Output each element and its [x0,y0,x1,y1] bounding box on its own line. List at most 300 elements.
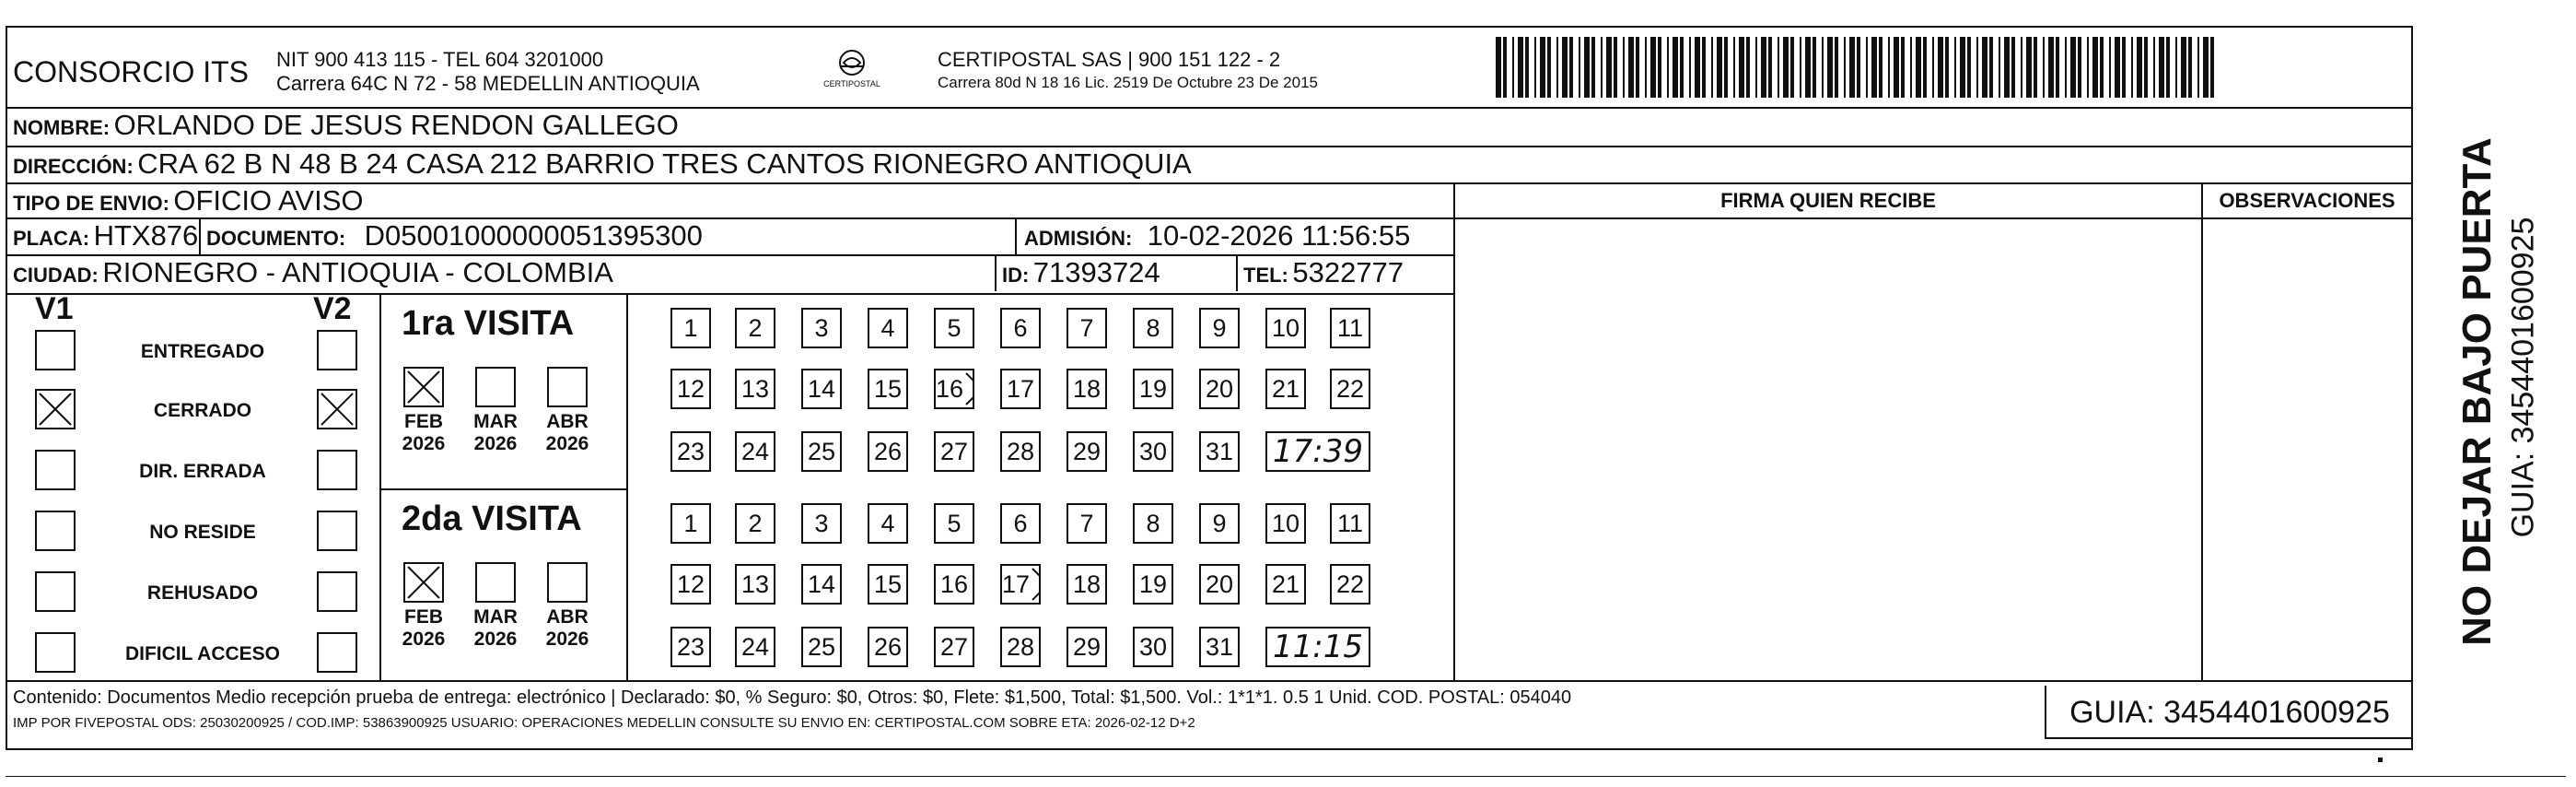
barcode-bar [2048,37,2054,98]
barcode-bar [1556,37,1558,98]
day-number: 9 [1212,313,1227,342]
barcode-bar [1938,37,1943,98]
v1-checkbox[interactable] [35,632,76,673]
barcode-bar [1844,37,1846,98]
day-number: 8 [1146,313,1160,342]
month-name: ABR [546,411,589,432]
barcode-bar [1689,37,1691,98]
footer-rule [6,680,2413,682]
barcode-bar [2181,37,2186,98]
day-box[interactable] [1067,503,1107,544]
company-name: CONSORCIO ITS [13,55,250,88]
barcode-bar [1711,37,1713,98]
day-number: 4 [880,509,895,537]
month-year: 2026 [545,433,589,454]
time-box[interactable] [1265,431,1370,472]
rule [199,219,201,254]
day-box[interactable] [1133,369,1173,409]
day-box[interactable] [868,308,908,348]
barcode-bar [1658,37,1661,98]
v1-checkbox[interactable] [35,511,76,551]
month-checkbox[interactable] [475,367,516,407]
day-box[interactable] [934,627,974,667]
day-number: 19 [1138,570,1168,598]
barcode-bar [2203,37,2209,98]
day-box[interactable] [1265,369,1306,409]
barcode-bar [1562,37,1568,98]
barcode-bar [1534,37,1536,98]
barcode-bar [1547,37,1551,98]
barcode-bar [1579,37,1580,98]
day-number: 1 [683,313,698,342]
day-number: 26 [873,437,903,465]
day-box[interactable] [1265,564,1306,605]
barcode-bar [1680,37,1684,98]
barcode-bar [2188,37,2192,98]
day-box[interactable] [801,503,842,544]
direccion-row [13,147,1192,181]
barcode-bar [1857,37,1860,98]
month-year: 2026 [473,433,518,454]
day-box[interactable] [670,308,711,348]
v2-checkbox[interactable] [317,389,357,429]
handwritten-time: 17:39 [1273,433,1363,470]
barcode-bar [1702,37,1706,98]
barcode-bar [1923,37,1927,98]
company-address: Carrera 64C N 72 - 58 MEDELLIN ANTIOQUIA [276,72,700,95]
x-mark-icon [319,391,356,428]
barcode-bar [2197,37,2199,98]
barcode-bar [1584,37,1590,98]
x-mark-icon [1030,566,1039,603]
barcode-bar [1960,37,1965,98]
barcode-bar [1569,37,1573,98]
v2-checkbox[interactable] [317,511,357,551]
barcode-bar [1724,37,1728,98]
tipo-label: TIPO DE ENVIO: [13,192,169,215]
id-label: ID: [1002,264,1030,287]
day-box[interactable] [868,503,908,544]
bottom-rule [6,776,2566,777]
x-mark-icon [405,369,442,405]
month-name: MAR [473,606,518,628]
day-number: 24 [740,437,770,465]
day-box[interactable] [801,431,842,472]
barcode-bar [1518,37,1523,98]
day-box[interactable] [1199,503,1240,544]
month-label [538,606,597,651]
day-box[interactable] [670,503,711,544]
barcode-bar [2166,37,2170,98]
day-box[interactable] [801,564,842,605]
barcode-bar [2131,37,2133,98]
day-number: 8 [1146,509,1160,537]
day-box[interactable] [1199,431,1240,472]
day-box[interactable] [1330,503,1370,544]
month-name: MAR [473,411,518,432]
day-number: 20 [1205,374,1234,403]
side-guia: GUIA: 3454401600925 [2505,217,2541,538]
day-box[interactable] [1330,564,1370,605]
day-number: 7 [1079,509,1094,537]
barcode-bar [1945,37,1949,98]
day-box[interactable] [1067,369,1107,409]
day-box[interactable] [1067,627,1107,667]
day-number: 12 [676,570,705,598]
month-year: 2026 [473,628,518,650]
day-number: 13 [740,374,770,403]
barcode-bar [1496,37,1501,98]
barcode-bar [2092,37,2098,98]
day-box[interactable] [868,564,908,605]
barcode-bar [1813,37,1816,98]
barcode-bar [2175,37,2177,98]
dot-mark [2378,758,2383,762]
day-box[interactable] [1067,431,1107,472]
barcode-bar [2210,37,2214,98]
day-number: 12 [676,374,705,403]
observaciones-column-left [2201,182,2203,680]
day-box[interactable] [670,564,711,605]
barcode-bar [2153,37,2155,98]
barcode-icon [1496,37,2223,101]
tipo-value: OFICIO AVISO [173,184,364,217]
v2-checkbox[interactable] [317,330,357,370]
day-box[interactable] [670,369,711,409]
barcode-bar [1591,37,1595,98]
day-number: 3 [814,313,829,342]
barcode-bar [1866,37,1868,98]
barcode-bar [1695,37,1700,98]
day-number: 13 [740,570,770,598]
v2-checkbox[interactable] [317,632,357,673]
day-number: 19 [1138,374,1168,403]
rule [1236,256,1238,291]
barcode-bar [1650,37,1656,98]
day-box[interactable] [934,564,974,605]
status-label: DIR. ERRADA [139,461,266,482]
month-label [394,606,453,651]
day-number: 5 [947,509,962,537]
ciudad-cell [13,256,613,289]
day-number: 11 [1336,313,1364,342]
barcode-bar [1636,37,1639,98]
day-number: 29 [1072,632,1102,661]
barcode-bar [1822,37,1824,98]
v1-checkbox[interactable] [35,330,76,370]
barcode-bar [2087,37,2089,98]
status-divider [379,293,381,680]
day-number: 2 [748,313,763,342]
documento-cell [206,219,703,253]
visit-title: 1ra VISITA [402,304,575,343]
barcode-bar [1746,37,1750,98]
day-box[interactable] [735,308,775,348]
v2-checkbox[interactable] [317,450,357,490]
barcode-bar [2026,37,2032,98]
barcode-bar [1761,37,1766,98]
nombre-row [13,109,2389,144]
barcode-bar [2122,37,2126,98]
month-name: FEB [404,606,443,628]
day-box[interactable] [670,431,711,472]
month-label [466,606,525,651]
barcode-bar [1888,37,1890,98]
documento-value: D05001000000051395300 [364,219,703,252]
tel-value: 5322777 [1292,256,1405,288]
day-box[interactable] [1067,564,1107,605]
barcode-bar [1503,37,1507,98]
day-box[interactable] [1199,564,1240,605]
nombre-label: NOMBRE: [13,116,111,139]
admision-label: ADMISIÓN: [1024,227,1133,250]
x-mark-icon [963,370,973,407]
day-box[interactable] [1265,308,1306,348]
day-box[interactable] [1000,564,1041,605]
barcode-bar [1805,37,1811,98]
day-number: 14 [807,570,836,598]
barcode-bar [2109,37,2111,98]
barcode-bar [1835,37,1838,98]
barcode-bar [1800,37,1801,98]
barcode-bar [1901,37,1905,98]
barcode-bar [1910,37,1912,98]
day-number: 21 [1271,374,1300,403]
day-number: 20 [1205,570,1234,598]
day-number: 9 [1212,509,1227,537]
barcode-bar [1768,37,1772,98]
day-number: 23 [676,632,705,661]
day-number: 17 [1002,570,1031,598]
v1-checkbox[interactable] [35,389,76,429]
day-box[interactable] [801,369,842,409]
day-box[interactable] [1000,369,1041,409]
day-box[interactable] [1000,308,1041,348]
day-box[interactable] [868,627,908,667]
day-box[interactable] [1199,369,1240,409]
v2-header: V2 [313,291,352,326]
day-number: 27 [939,632,969,661]
ciudad-label: CIUDAD: [13,264,99,287]
day-number: 26 [873,632,903,661]
month-checkbox[interactable] [547,562,588,603]
time-box[interactable] [1265,627,1370,667]
rule [6,293,1455,295]
tel-cell [1243,256,1404,289]
barcode-bar [1783,37,1789,98]
day-box[interactable] [735,564,775,605]
day-number: 31 [1205,437,1234,465]
barcode-bar [1827,37,1833,98]
day-box[interactable] [1133,308,1173,348]
v1-checkbox[interactable] [35,450,76,490]
barcode-bar [1989,37,1993,98]
day-number: 10 [1271,509,1300,537]
day-number: 29 [1072,437,1102,465]
admision-cell [1024,219,1410,253]
barcode-bar [1932,37,1934,98]
day-number: 6 [1013,313,1028,342]
barcode-bar [1982,37,1987,98]
barcode-bar [2043,37,2045,98]
visit-title: 2da VISITA [402,499,582,538]
barcode-bar [1999,37,2000,98]
month-name: ABR [546,606,589,628]
barcode-bar [1790,37,1794,98]
day-box[interactable] [1330,308,1370,348]
barcode-bar [2137,37,2142,98]
documento-label: DOCUMENTO: [206,227,346,250]
barcode-bar [2065,37,2067,98]
barcode-bar [1879,37,1882,98]
barcode-bar [1645,37,1647,98]
observaciones-header: OBSERVACIONES [2219,189,2395,212]
day-number: 21 [1271,570,1300,598]
barcode-bar [2070,37,2076,98]
certipostal-line: CERTIPOSTAL SAS | 900 151 122 - 2 [938,48,1281,71]
day-number: 16 [939,570,969,598]
barcode-bar [1916,37,1921,98]
day-box[interactable] [1133,564,1173,605]
day-box[interactable] [1000,431,1041,472]
day-number: 18 [1072,374,1102,403]
day-box[interactable] [934,503,974,544]
day-number: 4 [880,313,895,342]
month-label [538,411,597,455]
barcode-bar [1871,37,1877,98]
day-number: 10 [1271,313,1300,342]
visit-divider [379,488,626,490]
barcode-bar [2100,37,2104,98]
placa-label: PLACA: [13,227,90,250]
day-box[interactable] [801,308,842,348]
month-checkbox[interactable] [403,367,444,407]
tipo-row [13,184,364,217]
day-box[interactable] [934,369,974,409]
day-number: 1 [683,509,698,537]
barcode-bar [1525,37,1529,98]
day-box[interactable] [1133,503,1173,544]
x-mark-icon [37,391,74,428]
day-box[interactable] [934,431,974,472]
day-box[interactable] [670,627,711,667]
day-number: 7 [1079,313,1094,342]
barcode-bar [1778,37,1779,98]
rule [995,256,997,291]
day-box[interactable] [735,431,775,472]
day-box[interactable] [934,308,974,348]
day-box[interactable] [1000,627,1041,667]
day-box[interactable] [1067,308,1107,348]
day-box[interactable] [1133,627,1173,667]
day-box[interactable] [1000,503,1041,544]
day-box[interactable] [735,627,775,667]
month-label [394,411,453,455]
signature-area[interactable] [1457,219,2199,680]
status-label: NO RESIDE [149,522,256,543]
month-checkbox[interactable] [547,367,588,407]
day-box[interactable] [735,503,775,544]
barcode-bar [1739,37,1744,98]
certipostal-logo [810,46,893,101]
day-number: 15 [873,570,903,598]
observaciones-area[interactable] [2205,219,2409,680]
day-number: 22 [1335,374,1365,403]
side-warning: NO DEJAR BAJO PUERTA [2454,137,2500,646]
handwritten-time: 11:15 [1273,628,1363,665]
month-checkbox[interactable] [475,562,516,603]
barcode-bar [1623,37,1625,98]
barcode-bar [1512,37,1514,98]
day-box[interactable] [1265,503,1306,544]
nombre-value: ORLANDO DE JESUS RENDON GALLEGO [113,109,679,141]
day-box[interactable] [1199,308,1240,348]
frame-right-inner [2411,182,2413,680]
v2-checkbox[interactable] [317,571,357,612]
day-number: 2 [748,509,763,537]
day-number: 17 [1006,374,1035,403]
day-box[interactable] [1199,627,1240,667]
firma-header: FIRMA QUIEN RECIBE [1720,189,1936,212]
barcode-bar [2078,37,2081,98]
day-box[interactable] [1133,431,1173,472]
day-box[interactable] [735,369,775,409]
barcode-bar [1976,37,1978,98]
barcode-bar [2056,37,2059,98]
barcode-bar [1606,37,1612,98]
barcode-bar [1954,37,1956,98]
day-number: 14 [807,374,836,403]
direccion-label: DIRECCIÓN: [13,155,134,178]
barcode-bar [2034,37,2037,98]
ciudad-value: RIONEGRO - ANTIOQUIA - COLOMBIA [102,256,613,288]
v1-checkbox[interactable] [35,571,76,612]
day-number: 24 [740,632,770,661]
day-box[interactable] [1330,369,1370,409]
direccion-value: CRA 62 B N 48 B 24 CASA 212 BARRIO TRES CANTOS RIONEGRO ANTIOQUIA [137,147,1192,180]
nit-line: NIT 900 413 115 - TEL 604 3201000 [276,48,604,71]
barcode-bar [2115,37,2120,98]
day-box[interactable] [801,627,842,667]
day-number: 31 [1205,632,1234,661]
day-number: 30 [1138,437,1168,465]
tel-label: TEL: [1243,264,1288,287]
day-number: 3 [814,509,829,537]
rule [1015,219,1017,254]
day-box[interactable] [868,431,908,472]
month-checkbox[interactable] [403,562,444,603]
barcode-bar [2004,37,2010,98]
rule [6,182,2413,184]
barcode-bar [1628,37,1634,98]
day-number: 28 [1006,632,1035,661]
id-value: 71393724 [1032,256,1160,288]
barcode-bar [2144,37,2148,98]
footer-guia: GUIA: 3454401600925 [2069,695,2390,730]
v1-header: V1 [35,291,74,326]
barcode-bar [1755,37,1757,98]
placa-value: HTX876 [93,219,199,252]
barcode-bar [1614,37,1617,98]
status-label: REHUSADO [146,582,259,604]
month-year: 2026 [402,433,446,454]
certipostal-address: Carrera 80d N 18 16 Lic. 2519 De Octubre 23 De 2015 [938,74,1318,91]
barcode-bar [1540,37,1545,98]
month-name: FEB [404,411,443,432]
day-number: 6 [1013,509,1028,537]
day-box[interactable] [868,369,908,409]
status-label: DIFICIL ACCESO [124,643,280,664]
